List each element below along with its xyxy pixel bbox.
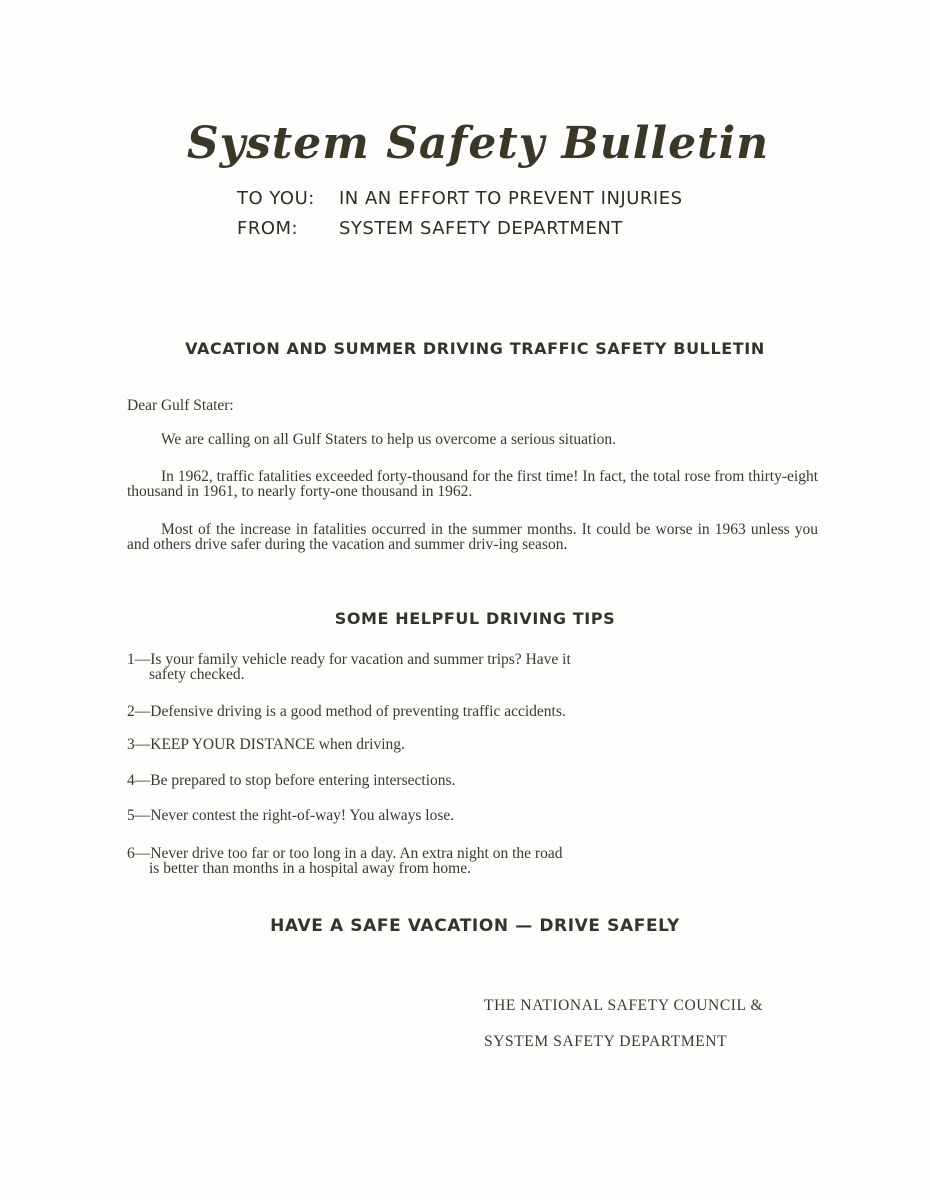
tips-heading: SOME HELPFUL DRIVING TIPS (334, 609, 616, 628)
bulletin-title: System Safety Bulletin (186, 118, 770, 169)
from-label: FROM: (237, 218, 299, 239)
salutation: Dear Gulf Stater: (127, 397, 234, 414)
to-line (237, 188, 683, 209)
tip-4: 4—Be prepared to stop before entering intersections. (127, 772, 456, 789)
paragraph-2 (127, 469, 818, 499)
tip-6 (127, 846, 727, 876)
tip-text: safety checked. (149, 666, 245, 683)
from-line (237, 218, 623, 239)
tip-2: 2—Defensive driving is a good method of preventing traffic accidents. (127, 703, 566, 720)
signature-line-2: SYSTEM SAFETY DEPARTMENT (484, 1033, 728, 1050)
tip-1 (127, 652, 727, 682)
closing-line: HAVE A SAFE VACATION — DRIVE SAFELY (270, 916, 680, 936)
tip-text: 6—Never drive too far or too long in a day. An extra night on the road (127, 845, 563, 862)
paragraph-3 (127, 522, 818, 552)
tip-5: 5—Never contest the right-of-way! You always lose. (127, 807, 455, 824)
bulletin-heading: VACATION AND SUMMER DRIVING TRAFFIC SAFETY BULLETIN (185, 339, 765, 358)
paragraph-1 (127, 432, 818, 447)
tip-3: 3—KEEP YOUR DISTANCE when driving. (127, 736, 405, 753)
signature-line-1: THE NATIONAL SAFETY COUNCIL & (484, 997, 764, 1014)
tip-text: is better than months in a hospital away from home. (149, 860, 471, 877)
paragraph-text: Most of the increase in fatalities occurred in the summer months. It could be worse in 1963 unless you and others drive safer during the vacation and summer driv-ing season. (127, 521, 818, 553)
paragraph-text: We are calling on all Gulf Staters to help us overcome a serious situation. (161, 431, 617, 448)
to-value: IN AN EFFORT TO PREVENT INJURIES (339, 188, 683, 209)
to-label: TO YOU: (237, 188, 315, 209)
from-value: SYSTEM SAFETY DEPARTMENT (339, 218, 623, 239)
tip-text: 1—Is your family vehicle ready for vacation and summer trips? Have it (127, 651, 571, 668)
paragraph-text: In 1962, traffic fatalities exceeded forty-thousand for the first time! In fact, the total rose from thirty-eight thousand in 1961, to nearly forty-one thousand in 1962. (127, 468, 818, 500)
